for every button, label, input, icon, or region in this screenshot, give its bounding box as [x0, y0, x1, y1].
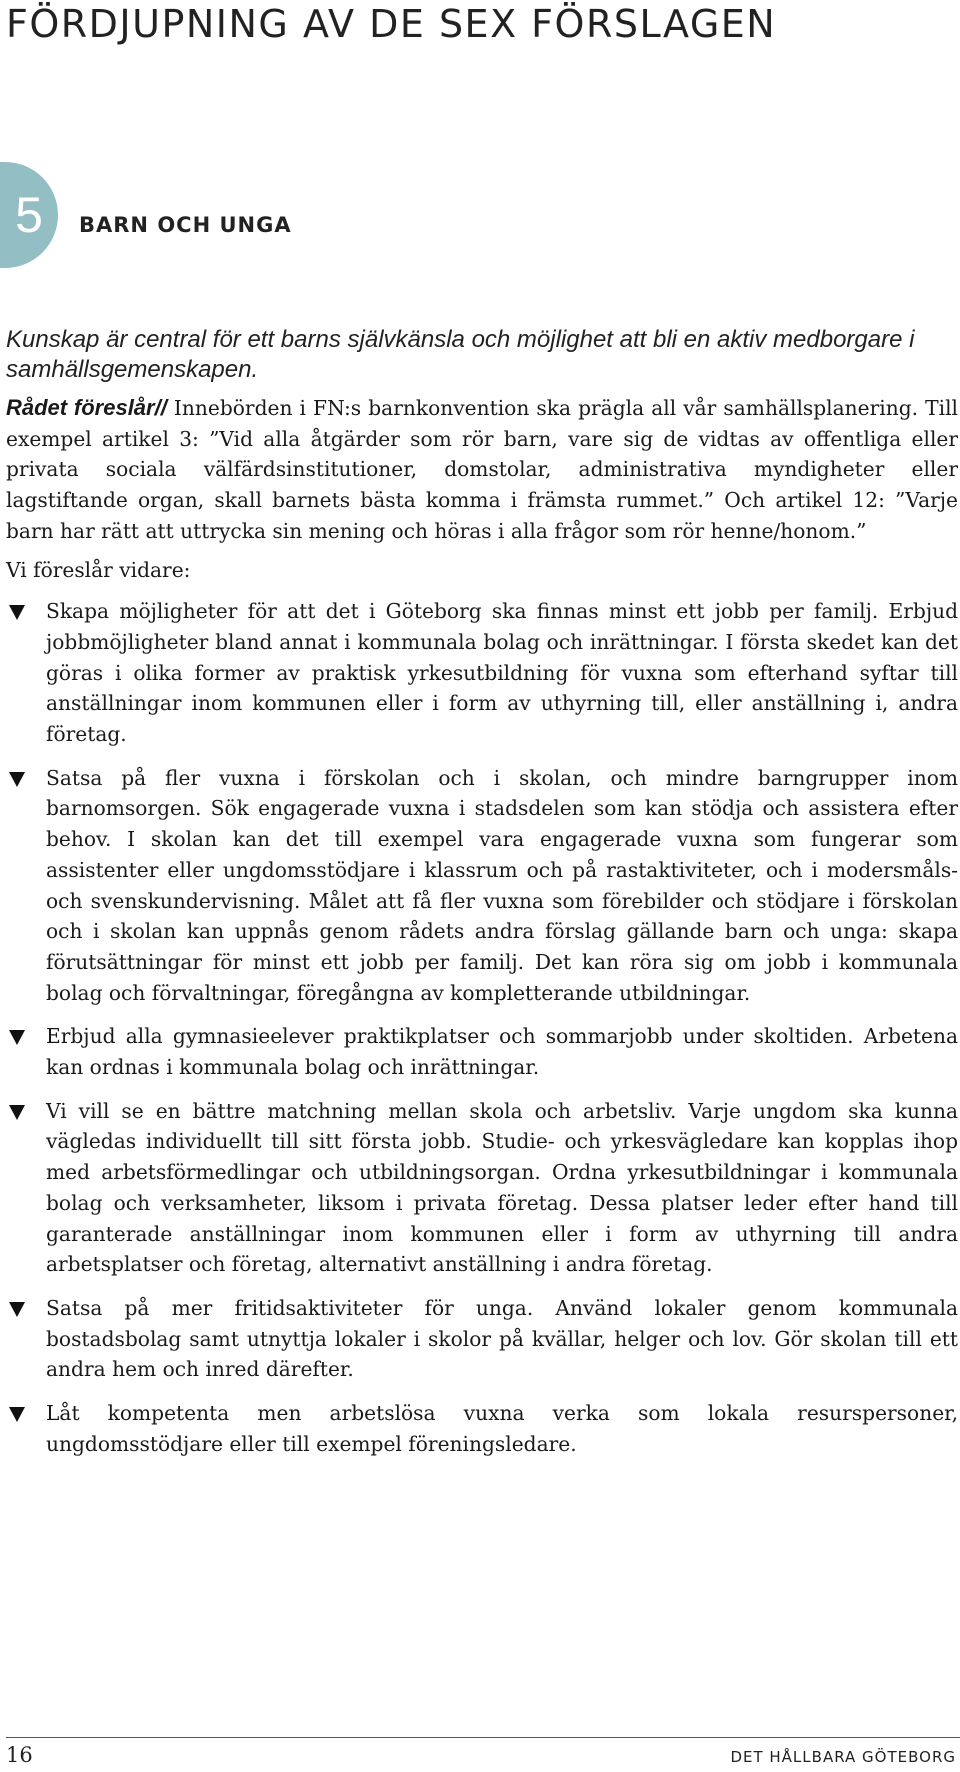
proposal-text: Låt kompetenta men arbetslösa vuxna verka som lokala resurspersoner, ungdomsstödjare eller till exempel föreningsledare. [46, 1401, 958, 1456]
triangle-bullet-icon [9, 1105, 25, 1120]
triangle-bullet-icon [9, 1302, 25, 1317]
proposal-item [6, 1398, 958, 1459]
triangle-bullet-icon [9, 1407, 25, 1422]
proposal-text: Satsa på fler vuxna i förskolan och i skolan, och mindre barngrupper inom barnomsorgen. Sök engagerade vuxna i stadsdelen som kan stödja och assistera efter behov. I skolan kan det till exempel vara engagerade vuxna som fungerar som assistenter eller ungdomsstödjare i klassrum och på rastaktiviteter, och i modersmåls- och svenskundervisning. Målet att få fler vuxna som förebilder och stödjare i förskolan och i skolan kan uppnås genom rådets andra förslag gällande barn och unga: skapa förutsättningar för minst ett jobb per familj. Det kan röra sig om jobb i kommunala bolag och förvaltningar, föregångna av kompletterande utbildningar. [46, 765, 958, 1005]
proposal-list [6, 596, 958, 1459]
proposal-item [6, 763, 958, 1009]
page-number: 16 [6, 1743, 33, 1767]
lead-text: Innebörden i FN:s barnkonvention ska prägla all vår samhällsplanering. Till exempel artikel 3: ”Vid alla åtgärder som rör barn, vare sig de vidtas av offentliga eller privata sociala välfärdsinstitutioner, domstolar, administrativa myndigheter eller lagstiftande organ, skall barnets bästa komma i främsta rummet.” Och artikel 12: ”Varje barn har rätt att uttrycka sin mening och höras i alla frågor som rör henne/honom.” [6, 396, 958, 543]
intro-text: Kunskap är central för ett barns självkänsla och möjlighet att bli en aktiv medborgare i samhällsgemenskapen. [6, 326, 915, 383]
section-number: 5 [15, 187, 43, 243]
section-number-badge [0, 162, 58, 268]
proposal-text: Vi vill se en bättre matchning mellan skola och arbetsliv. Varje ungdom ska kunna vägledas individuellt till sitt första jobb. Studie- och yrkesvägledare kan kopplas ihop med arbetsförmedlingar och utbildningsorgan. Ordna yrkesutbildningar i kommunala bolag och verksamheter, liksom i privata företag. Dessa platser leder efter hand till garanterade anställningar inom kommunen eller i form av uthyrning till andra arbetsplatser och företag, alternativt anställning i andra företag. [46, 1098, 958, 1277]
proposal-item [6, 1021, 958, 1082]
section-title: BARN OCH UNGA [79, 213, 292, 237]
council-proposal-paragraph [6, 393, 958, 547]
proposals-intro: Vi föreslår vidare: [6, 557, 191, 582]
publication-title: DET HÅLLBARA GÖTEBORG [730, 1748, 956, 1766]
proposal-text: Satsa på mer fritidsaktiviteter för unga. Använd lokaler genom kommunala bostadsbolag samt utnyttja lokaler i skolor på kvällar, helger och lov. Gör skolan till ett andra hem och inred därefter. [46, 1295, 958, 1382]
proposal-item [6, 1293, 958, 1385]
footer-divider [6, 1737, 960, 1738]
article-body [6, 325, 958, 1473]
triangle-bullet-icon [9, 772, 25, 787]
page-heading: FÖRDJUPNING AV DE SEX FÖRSLAGEN [6, 2, 777, 46]
lead-separator: // [154, 395, 167, 420]
triangle-bullet-icon [9, 605, 25, 620]
proposal-text: Erbjud alla gymnasieelever praktikplatser och sommarjobb under skoltiden. Arbetena kan ordnas i kommunala bolag och inrättningar. [46, 1024, 958, 1080]
lead-label: Rådet föreslår [6, 395, 155, 420]
triangle-bullet-icon [9, 1030, 25, 1045]
proposal-item [6, 1096, 958, 1280]
proposal-item [6, 596, 958, 750]
proposal-text: Skapa möjligheter för att det i Göteborg ska finnas minst ett jobb per familj. Erbjud jobbmöjligheter bland annat i kommunala bolag och inrättningar. I första skedet kan det göras i olika former av praktisk yrkesutbildning för vuxna som efterhand syftar till anställningar inom kommunen eller i form av uthyrning till, eller anställning i, andra företag. [46, 599, 958, 747]
